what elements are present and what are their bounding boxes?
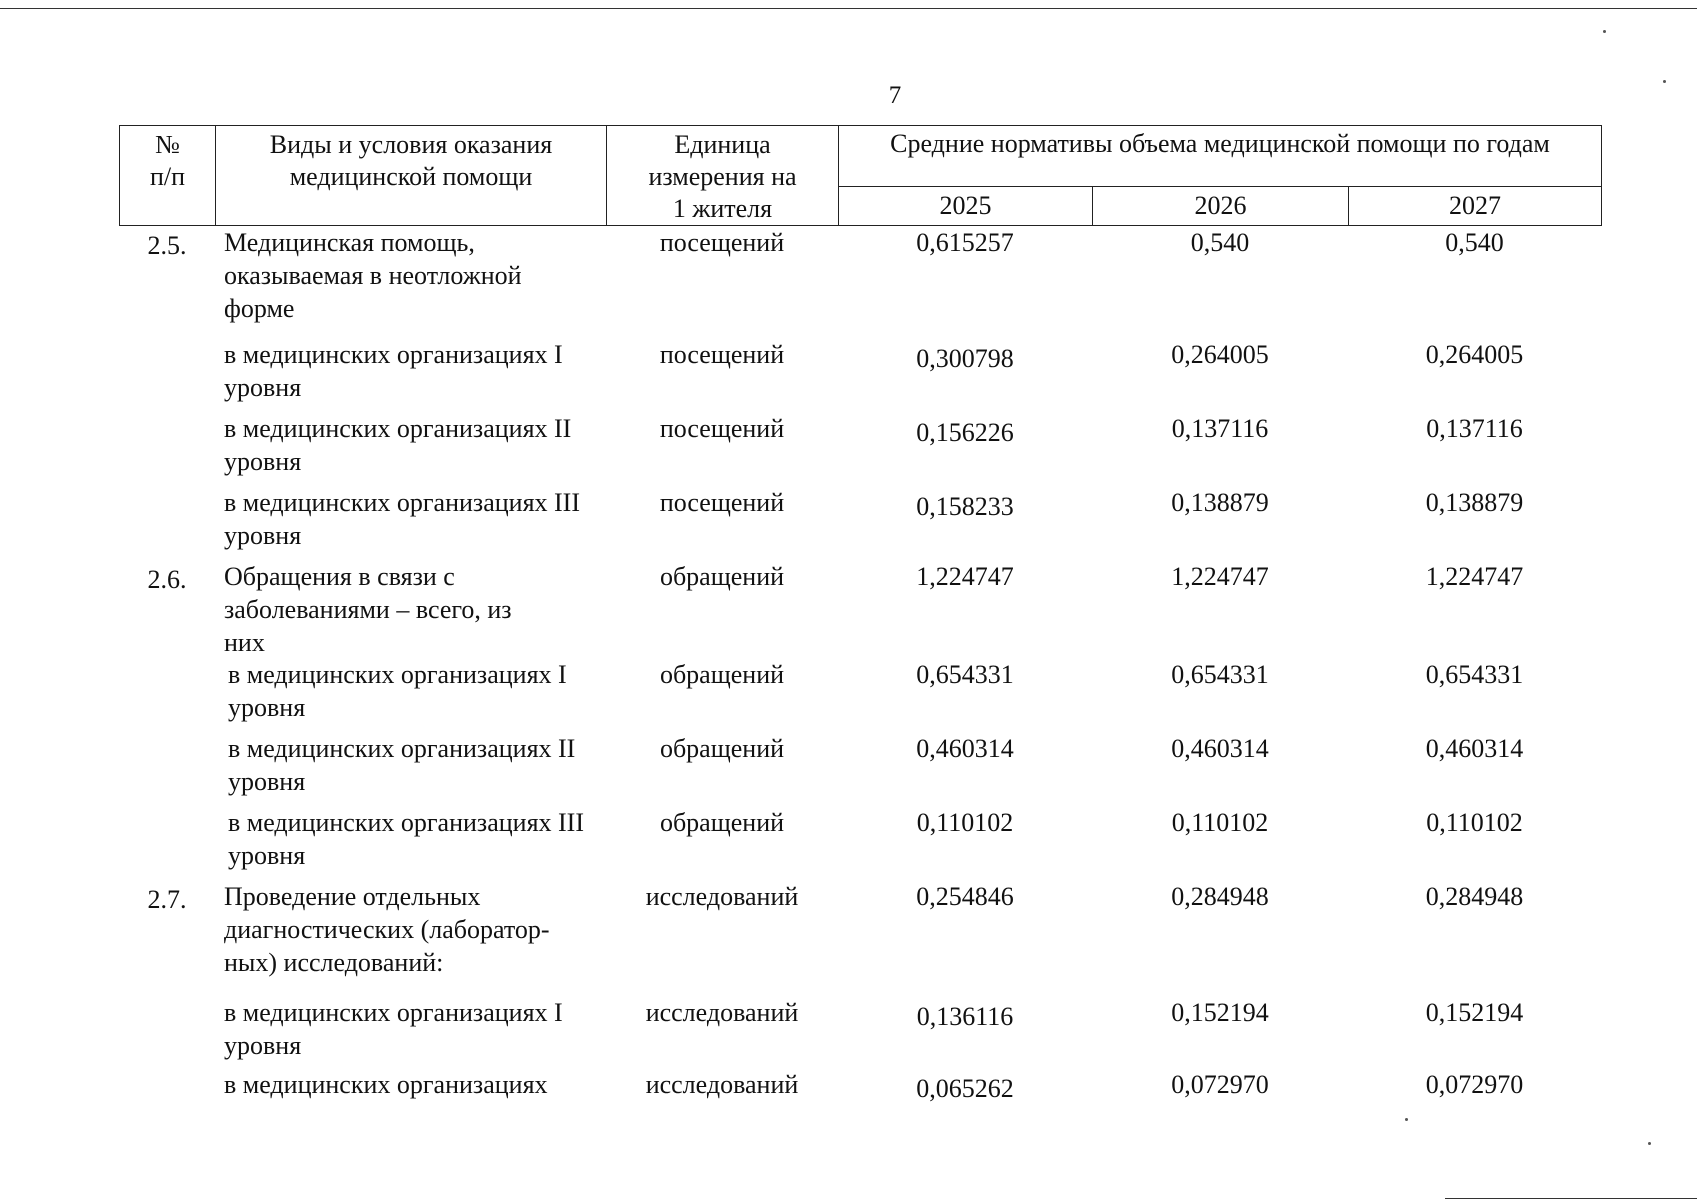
table-header [119,125,1602,226]
row-value-2025: 0,156226 [916,418,1014,447]
row-value-2025: 0,300798 [916,344,1014,373]
table-row [119,806,1601,880]
row-value-2026: 0,540 [1190,228,1250,257]
row-unit: исследований [645,882,799,911]
scan-speck [1648,1142,1651,1145]
row-name: Проведение отдельных диагностических (лаборатор-ных) исследований: [224,882,550,977]
row-value-2027: 0,284948 [1425,882,1524,911]
row-value-2026: 0,654331 [1171,660,1269,689]
row-value-2027: 0,072970 [1425,1070,1524,1099]
row-name: в медицинских организациях I уровня [224,998,563,1060]
table-body [119,226,1601,1108]
row-value-2027: 0,540 [1445,228,1504,257]
row-name: в медицинских организациях [224,1070,548,1099]
page-number: 7 [888,82,902,109]
row-unit: исследований [645,1070,799,1099]
table-row [119,1068,1601,1108]
row-value-2025: 0,136116 [916,1002,1014,1031]
row-value-2027: 0,264005 [1425,340,1524,369]
row-name: в медицинских организациях III уровня [224,488,581,550]
header-col-unit: Единица измерения на 1 жителя [607,126,839,226]
row-name: в медицинских организациях II уровня [224,414,572,476]
row-unit: посещений [659,488,785,517]
row-number [119,806,215,809]
row-unit: посещений [659,228,785,257]
row-number: 2.6. [147,565,187,594]
row-name: в медицинских организациях I уровня [228,660,567,722]
row-value-2026: 0,284948 [1171,882,1269,911]
row-value-2025: 0,654331 [916,660,1014,689]
table-row [119,560,1601,658]
row-number [119,338,215,341]
table-row [119,226,1601,338]
row-value-2027: 0,460314 [1425,734,1524,763]
row-unit: обращений [659,660,785,689]
row-value-2027: 0,654331 [1425,660,1524,689]
scan-speck [1405,1118,1408,1121]
row-number: 2.5. [147,231,187,260]
row-value-2027: 0,137116 [1426,414,1523,443]
header-year-2025: 2025 [839,187,1093,226]
table-row [119,880,1601,996]
row-value-2027: 0,110102 [1426,808,1523,837]
row-number [119,996,215,999]
row-name: в медицинских организациях I уровня [224,340,563,402]
row-number [119,658,215,661]
row-value-2026: 1,224747 [1171,562,1269,591]
header-col-number: № п/п [120,126,216,226]
row-value-2026: 0,264005 [1171,340,1269,369]
row-name: в медицинских организациях III уровня [228,808,585,870]
row-unit: обращений [659,562,785,591]
row-number: 2.7. [147,885,187,914]
row-value-2027: 0,138879 [1425,488,1524,517]
table-row [119,412,1601,486]
row-value-2026: 0,072970 [1171,1070,1269,1099]
row-name: в медицинских организациях II уровня [228,734,576,796]
row-name: Медицинская помощь, оказываемая в неотложной форме [224,228,522,323]
row-value-2027: 0,152194 [1425,998,1524,1027]
row-value-2025: 0,065262 [916,1074,1014,1103]
header-year-2027: 2027 [1349,187,1602,226]
table-row [119,732,1601,806]
row-value-2026: 0,138879 [1171,488,1269,517]
row-number [119,1068,215,1071]
top-scan-rule [0,8,1697,9]
row-value-2025: 0,460314 [916,734,1014,763]
scan-speck [1663,80,1666,83]
row-value-2027: 1,224747 [1425,562,1524,591]
row-value-2026: 0,137116 [1171,414,1269,443]
row-number [119,486,215,489]
row-unit: исследований [645,998,799,1027]
header-col-group: Средние нормативы объема медицинской помощи по годам [839,126,1602,187]
row-number [119,412,215,415]
row-value-2026: 0,460314 [1171,734,1269,763]
bottom-scan-rule [1445,1198,1697,1199]
row-unit: обращений [659,734,785,763]
row-value-2026: 0,110102 [1171,808,1269,837]
row-unit: посещений [659,414,785,443]
header-col-type: Виды и условия оказания медицинской помощи [216,126,607,226]
row-unit: посещений [659,340,785,369]
row-number [119,732,215,735]
row-value-2025: 0,615257 [916,228,1014,257]
row-value-2025: 0,158233 [916,492,1014,521]
table-row [119,658,1601,732]
header-year-2026: 2026 [1093,187,1349,226]
row-value-2025: 0,110102 [916,808,1014,837]
table-row [119,338,1601,412]
row-unit: обращений [659,808,785,837]
row-name: Обращения в связи с заболеваниями – всего, из них [224,562,512,657]
row-value-2025: 0,254846 [916,882,1014,911]
row-value-2025: 1,224747 [916,562,1014,591]
row-value-2026: 0,152194 [1171,998,1269,1027]
table-row [119,486,1601,560]
scan-speck [1603,30,1606,33]
table-row [119,996,1601,1068]
